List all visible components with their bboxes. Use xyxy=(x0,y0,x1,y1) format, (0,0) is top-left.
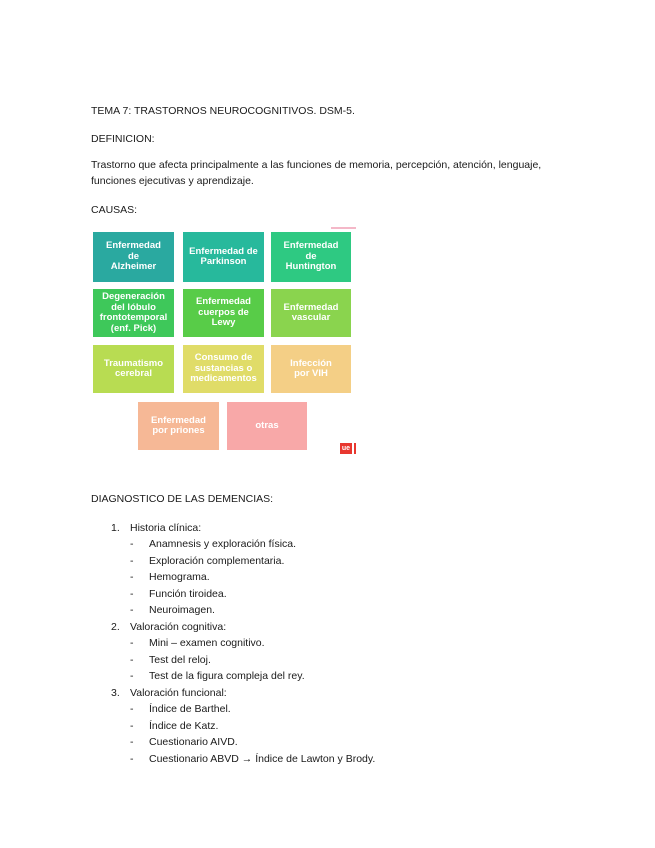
list-dash: - xyxy=(130,555,134,567)
list-dash: - xyxy=(130,571,134,583)
causa-box-sustancias: Consumo de sustancias o medicamentos xyxy=(183,345,264,393)
list-number: 2. xyxy=(111,621,120,633)
list-item: Índice de Barthel. xyxy=(149,703,231,715)
list-number: 3. xyxy=(111,687,120,699)
list-dash: - xyxy=(130,654,134,666)
list-item: Índice de Katz. xyxy=(149,720,219,732)
list-heading: Historia clínica: xyxy=(130,522,202,534)
causa-box-traumatismo: Traumatismo cerebral xyxy=(93,345,174,393)
list-item: Cuestionario AIVD. xyxy=(149,736,238,748)
list-dash: - xyxy=(130,720,134,732)
list-item: Cuestionario ABVD → Índice de Lawton y Brody. xyxy=(149,753,376,765)
list-number: 1. xyxy=(111,522,120,534)
list-item: Mini – examen cognitivo. xyxy=(149,637,265,649)
causa-box-otras: otras xyxy=(227,402,307,450)
causas-heading: CAUSAS: xyxy=(91,204,138,216)
list-dash: - xyxy=(130,703,134,715)
list-item: Test del reloj. xyxy=(149,654,211,666)
list-dash: - xyxy=(130,538,134,550)
list-dash: - xyxy=(130,604,134,616)
causa-box-frontotemporal: Degeneración del lóbulo frontotemporal (enf. Pick) xyxy=(93,289,174,337)
list-dash: - xyxy=(130,670,134,682)
list-heading: Valoración cognitiva: xyxy=(130,621,227,633)
list-item: Hemograma. xyxy=(149,571,210,583)
definicion-text: Trastorno que afecta principalmente a las funciones de memoria, percepción, atención, lenguaje, funciones ejecutivas y aprendizaje. xyxy=(91,159,542,187)
definicion-heading: DEFINICION: xyxy=(91,133,155,145)
causa-box-priones: Enfermedad por priones xyxy=(138,402,219,450)
list-item: Función tiroidea. xyxy=(149,588,227,600)
list-item: Neuroimagen. xyxy=(149,604,215,616)
decorative-mark xyxy=(331,227,356,229)
causa-box-lewy: Enfermedad cuerpos de Lewy xyxy=(183,289,264,337)
list-dash: - xyxy=(130,637,134,649)
causa-box-huntington: Enfermedad de Huntington xyxy=(271,232,351,282)
ue-logo-bar xyxy=(354,443,356,454)
causa-box-alzheimer: Enfermedad de Alzheimer xyxy=(93,232,174,282)
causa-box-vascular: Enfermedad vascular xyxy=(271,289,351,337)
document-title: TEMA 7: TRASTORNOS NEUROCOGNITIVOS. DSM-5. xyxy=(91,105,355,117)
diagnostico-heading: DIAGNOSTICO DE LAS DEMENCIAS: xyxy=(91,493,274,505)
ue-logo: ue xyxy=(341,445,351,452)
causa-box-parkinson: Enfermedad de Parkinson xyxy=(183,232,264,282)
list-item: Test de la figura compleja del rey. xyxy=(149,670,305,682)
list-item: Exploración complementaria. xyxy=(149,555,285,567)
causa-box-vih: Infección por VIH xyxy=(271,345,351,393)
list-dash: - xyxy=(130,736,134,748)
list-dash: - xyxy=(130,588,134,600)
list-heading: Valoración funcional: xyxy=(130,687,227,699)
list-dash: - xyxy=(130,753,134,765)
list-item: Anamnesis y exploración física. xyxy=(149,538,297,550)
